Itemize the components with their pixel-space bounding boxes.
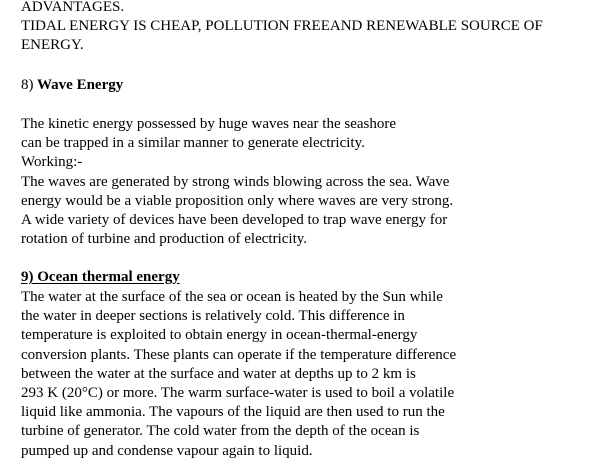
section-number: 8)	[21, 77, 34, 93]
section-title: 9) Ocean thermal energy	[21, 269, 180, 285]
paragraph-line: temperature is exploited to obtain energy in ocean-thermal-energy	[21, 327, 418, 344]
paragraph-line: The waves are generated by strong winds blowing across the sea. Wave	[21, 173, 450, 190]
paragraph-line: The kinetic energy possessed by huge waves near the seashore	[21, 116, 397, 132]
advantages-line: ENERGY.	[21, 37, 84, 54]
wave-energy-body	[21, 115, 453, 249]
paragraph-line: 293 K (20°C) or more. The warm surface-water is used to boil a volatile	[21, 385, 455, 402]
paragraph-line: pumped up and condense vapour again to liquid.	[21, 442, 313, 459]
ocean-thermal-body	[21, 288, 456, 461]
paragraph-line: can be trapped in a similar manner to generate electricity.	[21, 135, 365, 152]
working-label: Working:-	[21, 154, 83, 171]
paragraph-line: A wide variety of devices have been developed to trap wave energy for	[21, 212, 448, 229]
advantages-line: TIDAL ENERGY IS CHEAP, POLLUTION FREEAND RENEWABLE SOURCE OF	[21, 18, 543, 35]
paragraph-line: energy would be a viable proposition only where waves are very strong.	[21, 192, 454, 209]
paragraph-line: The water at the surface of the sea or ocean is heated by the Sun while	[21, 289, 443, 305]
advantages-label: ADVANTAGES.	[21, 0, 125, 15]
section-title: Wave Energy	[36, 77, 124, 93]
paragraph-line: liquid like ammonia. The vapours of the liquid are then used to run the	[21, 404, 445, 421]
paragraph-line: between the water at the surface and water at depths up to 2 km is	[21, 365, 416, 382]
paragraph-line: conversion plants. These plants can operate if the temperature difference	[21, 346, 457, 363]
advantages-block	[21, 0, 543, 56]
paragraph-line: rotation of turbine and production of electricity.	[21, 231, 308, 248]
paragraph-line: the water in deeper sections is relatively cold. This difference in	[21, 308, 405, 325]
ocean-thermal-heading	[21, 268, 180, 287]
wave-energy-heading	[21, 76, 123, 95]
paragraph-line: turbine of generator. The cold water from the depth of the ocean is	[21, 423, 420, 440]
